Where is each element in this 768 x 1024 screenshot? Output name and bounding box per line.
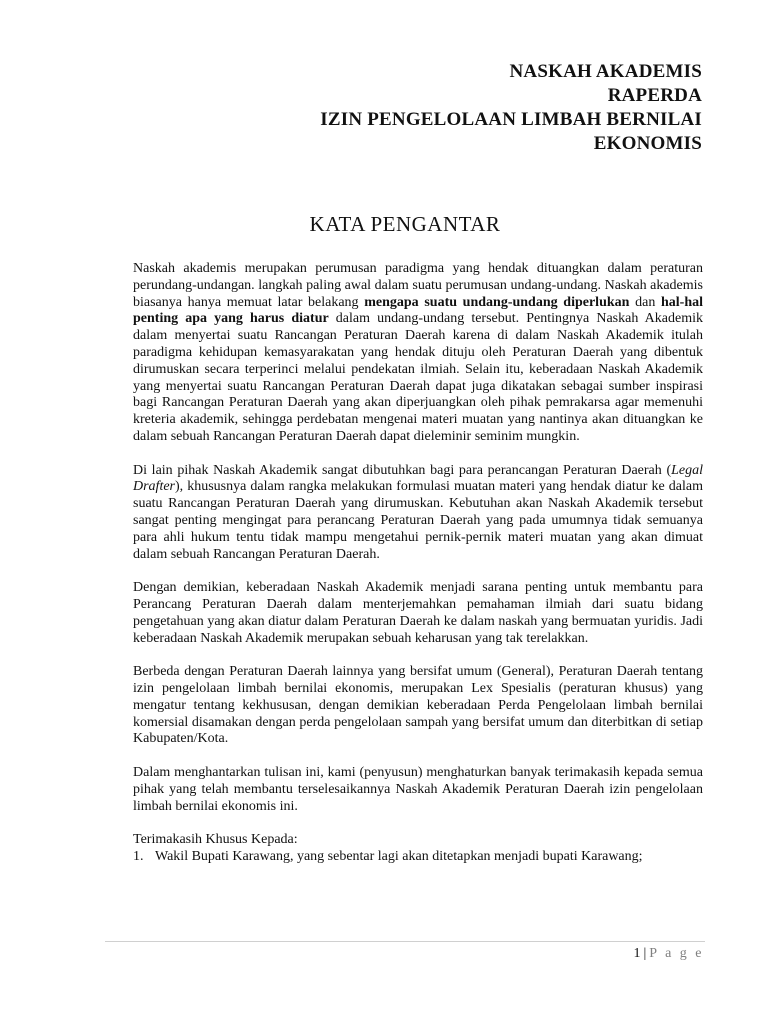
list-item-text: Wakil Bupati Karawang, yang sebentar lagi akan ditetapkan menjadi bupati Karawang; xyxy=(155,848,643,864)
paragraph-1-text-c: dan xyxy=(629,294,661,310)
document-body xyxy=(133,261,703,866)
list-item-number: 1. xyxy=(133,848,144,864)
paragraph-1-text-a: Naskah akademis merupakan perumusan paradigma yang hendak dituangkan dalam peraturan perundang-undangan. langkah paling awal dalam suatu perumusan undang-undang. Naskah akademis biasanya hanya memuat latar belakang xyxy=(133,261,703,310)
paragraph-2-italic: Legal Drafter xyxy=(133,462,703,495)
section-heading: KATA PENGANTAR xyxy=(309,212,501,236)
paragraph-4: Berbeda dengan Peraturan Daerah lainnya yang bersifat umum (General), Peraturan Daerah tentang izin pengelolaan limbah bernilai ekonomis, merupakan Lex Spesialis (peraturan khusus) yang mengatur tentang kekhususan, dengan demikian keberadaan Perda Pengelolaan limbah bernilai komersial disamakan dengan perda pengelolaan sampah yang bersifat umum dan diterbitkan di setiap Kabupaten/Kota. xyxy=(133,664,703,747)
paragraph-1-bold-2: hal-hal penting apa yang harus diatur xyxy=(133,294,703,327)
list-item xyxy=(133,849,703,866)
page-footer xyxy=(633,946,704,962)
paragraph-5: Dalam menghantarkan tulisan ini, kami (penyusun) menghaturkan banyak terimakasih kepada semua pihak yang telah membantu terselesaikannya Naskah Akademik Peraturan Daerah izin pengelolaan limbah bernilai ekonomis ini. xyxy=(133,764,703,814)
paragraph-2-text-b: ), khususnya dalam rangka melakukan formulasi muatan materi yang hendak diatur ke dalam suatu Rancangan Peraturan Daerah yang dirumuskan. Kebutuhan akan Naskah Akademik tersebut sangat penting mengingat para perancang Peraturan Daerah yang pada umumnya tidak semuanya para ahli hukum tentu tidak mampu mengetahui pernik-pernik materi muatan yang akan dimuat dalam sebuah Rancangan Peraturan Daerah. xyxy=(133,479,703,562)
title-line-4: EKONOMIS xyxy=(593,133,702,154)
paragraph-2-text-a: Di lain pihak Naskah Akademik sangat dibutuhkan bagi para perancangan Peraturan Daerah ( xyxy=(133,462,672,478)
page-number: 1 xyxy=(633,946,641,961)
paragraph-2 xyxy=(133,463,703,564)
document-title xyxy=(320,60,702,156)
title-line-1: NASKAH AKADEMIS xyxy=(509,61,702,82)
paragraph-1-text-d: dalam undang-undang tersebut. Pentingnya Naskah Akademik dalam menyertai suatu Rancangan Peraturan Daerah karena di dalam Naskah Akademik itulah paradigma kehidupan kemasyarakatan yang hendak dituju oleh Peraturan Daerah yang dibentuk dirumuskan secara terperinci melalui pendekatan ilmiah. Selain itu, keberadaan Naskah Akademik yang menyertai suatu Rancangan Peraturan Daerah dapat juga dikatakan sebagai sumber inspirasi bagi Rancangan Peraturan Daerah yang akan diperjuangkan oleh pihak pemrakarsa agar memenuhi kreteria akademik, sehingga perdebatan mengenai materi muatan yang nantinya akan dituangkan ke dalam sebuah Rancangan Peraturan Daerah dapat dieleminir seminim mungkin. xyxy=(133,311,703,444)
paragraph-3: Dengan demikian, keberadaan Naskah Akademik menjadi sarana penting untuk membantu para Perancang Peraturan Daerah dalam menterjemahkan pemahaman ilmiah dari suatu bidang pengetahuan yang akan diatur dalam Peraturan Daerah ke dalam naskah yang bermuatan yuridis. Jadi keberadaan Naskah Akademik merupakan sebuah keharusan yang tak terelakkan. xyxy=(133,580,703,646)
paragraph-6: Terimakasih Khusus Kepada: xyxy=(133,832,298,848)
title-line-3: IZIN PENGELOLAAN LIMBAH BERNILAI xyxy=(320,109,702,130)
title-line-2: RAPERDA xyxy=(607,85,702,106)
paragraph-1-bold-1: mengapa suatu undang-undang diperlukan xyxy=(364,294,630,310)
footer-separator: | xyxy=(643,946,647,961)
page-label: P a g e xyxy=(649,946,704,961)
paragraph-1 xyxy=(133,261,703,446)
footer-divider xyxy=(105,941,705,942)
